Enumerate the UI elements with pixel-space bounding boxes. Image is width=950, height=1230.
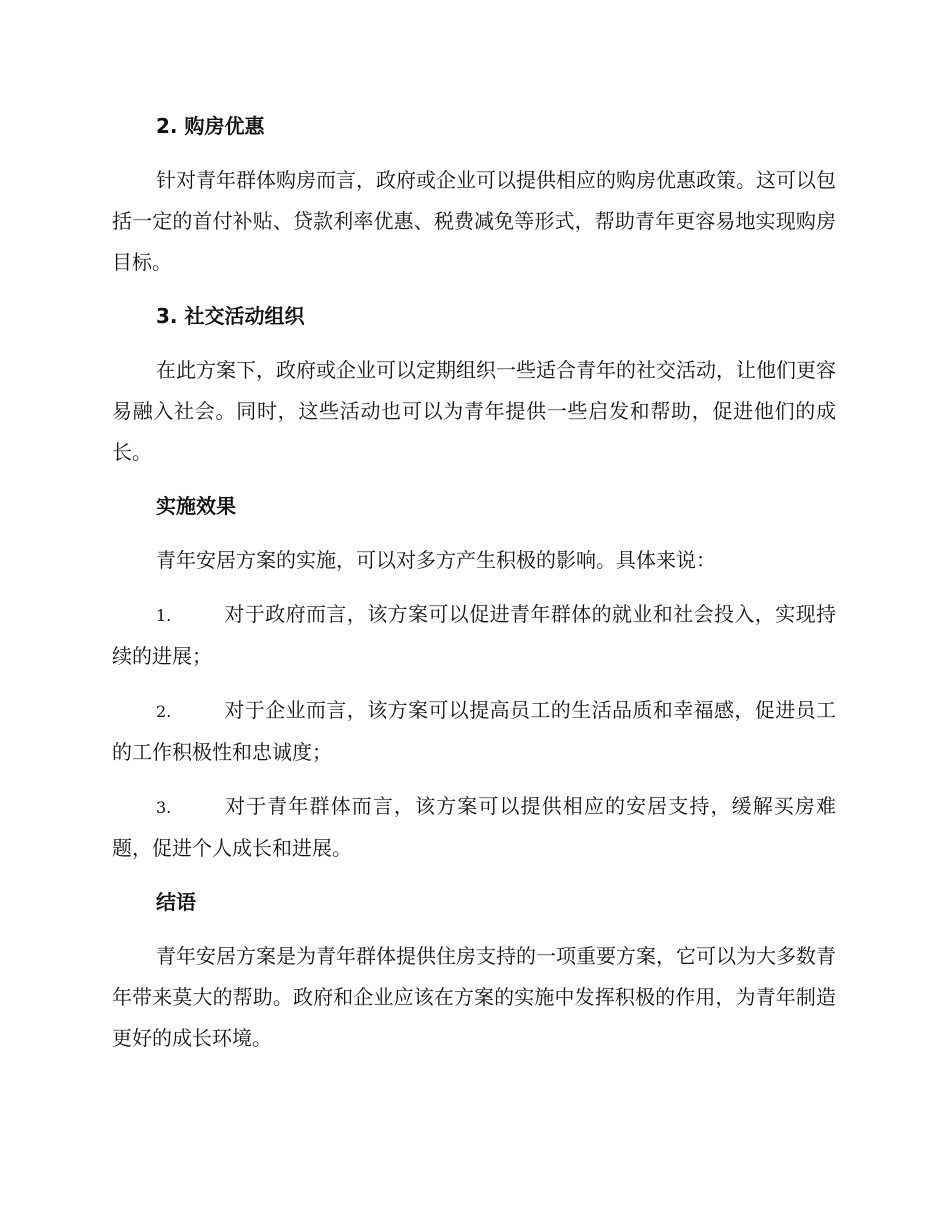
list-item-number: 1.: [156, 606, 172, 625]
section-heading-social-activities: 3. 社交活动组织: [156, 304, 305, 328]
section-heading-home-purchase: 2. 购房优惠: [156, 114, 265, 138]
list-item: [112, 594, 836, 677]
section-heading-conclusion: 结语: [156, 890, 196, 914]
list-item-number: 2.: [156, 702, 172, 721]
section-paragraph-implementation-effect: 青年安居方案的实施，可以对多方产生积极的影响。具体来说：: [156, 548, 716, 572]
list-item-number: 3.: [156, 798, 172, 817]
section-paragraph-conclusion: 青年安居方案是为青年群体提供住房支持的一项重要方案，它可以为大多数青年带来莫大的帮助。政府和企业应该在方案的实施中发挥积极的作用，为青年制造更好的成长环境。: [112, 944, 836, 1050]
section-paragraph-social-activities: 在此方案下，政府或企业可以定期组织一些适合青年的社交活动，让他们更容易融入社会。同时，这些活动也可以为青年提供一些启发和帮助，促进他们的成长。: [112, 358, 836, 464]
section-heading-implementation-effect: 实施效果: [156, 494, 236, 518]
list-item-text: 对于企业而言，该方案可以提高员工的生活品质和幸福感，促进员工的工作积极性和忠诚度；: [112, 698, 836, 764]
list-item: [112, 690, 836, 773]
list-item: [112, 786, 836, 869]
list-item-text: 对于青年群体而言，该方案可以提供相应的安居支持，缓解买房难题，促进个人成长和进展。: [112, 794, 836, 860]
list-item-text: 对于政府而言，该方案可以促进青年群体的就业和社会投入，实现持续的进展；: [112, 602, 836, 668]
document-page: [112, 106, 836, 1072]
section-paragraph-home-purchase: 针对青年群体购房而言，政府或企业可以提供相应的购房优惠政策。这可以包括一定的首付补贴、贷款利率优惠、税费减免等形式，帮助青年更容易地实现购房目标。: [112, 168, 836, 274]
